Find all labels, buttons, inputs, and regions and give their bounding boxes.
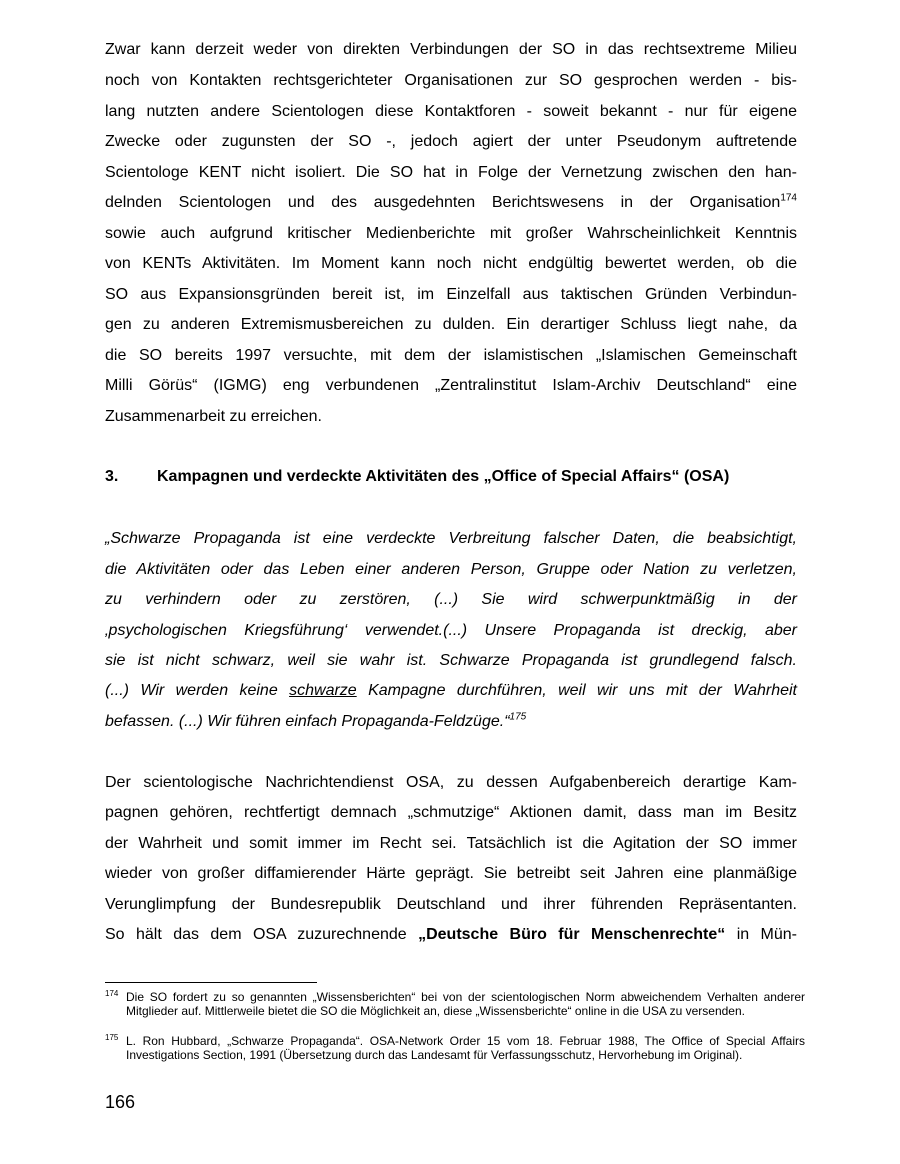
- text-segment: befassen. (...) Wir führen einfach Propaganda-Feldzüge.“: [105, 713, 510, 730]
- text-line: noch von Kontakten rechtsgerichteter Organisationen zur SO gesprochen werden - bis-: [105, 72, 797, 89]
- footnote-number: 175: [105, 1033, 119, 1042]
- text-line: Zusammenarbeit zu erreichen.: [105, 408, 322, 425]
- footnote-text: L. Ron Hubbard, „Schwarze Propaganda“. OSA-Network Order 15 vom 18. Februar 1988, The Office of Special Affairs Investigations Section, 1991 (Übersetzung durch das Landesamt für Verfassungsschutz, Hervorhebung im Original).: [126, 1034, 805, 1062]
- footnote-text: Die SO fordert zu so genannten „Wissensberichten“ bei von der scientologischen Norm abweichendem Verhalten anderer Mitglieder auf. Mittlerweile bietet die SO die Möglichkeit an, diese „Wissensberichte“ online in die USA zu versenden.: [126, 990, 805, 1018]
- text-line: Scientologe KENT nicht isoliert. Die SO hat in Folge der Vernetzung zwischen den han-: [105, 164, 797, 181]
- footnote-divider: [105, 982, 317, 983]
- footnote-175: [105, 1034, 805, 1062]
- quote-line: ‚psychologischen Kriegsführung‘ verwendet.(...) Unsere Propaganda ist dreckig, aber: [105, 622, 797, 639]
- section-title: Kampagnen und verdeckte Aktivitäten des „Office of Special Affairs“ (OSA): [157, 468, 730, 485]
- text-line: Verunglimpfung der Bundesrepublik Deutschland und ihrer führenden Repräsentanten.: [105, 896, 797, 913]
- text-line: Zwar kann derzeit weder von direkten Verbindungen der SO in das rechtsextreme Milieu: [105, 41, 797, 58]
- footnote-ref-174[interactable]: 174: [780, 192, 797, 204]
- section-number: 3.: [105, 468, 119, 485]
- text-line: Milli Görüs“ (IGMG) eng verbundenen „Zentralinstitut Islam-Archiv Deutschland“ eine: [105, 377, 797, 394]
- text-segment: delnden Scientologen und des ausgedehnten Berichtswesens in der Organisation: [105, 194, 781, 211]
- quote-line: [105, 712, 797, 732]
- organization-name: „Deutsche Büro für Menschenrechte“: [418, 926, 726, 943]
- text-line: SO aus Expansionsgründen bereit ist, im Einzelfall aus taktischen Gründen Verbindun-: [105, 286, 797, 303]
- text-segment: in Mün-: [725, 926, 798, 943]
- quote-line: die Aktivitäten oder das Leben einer anderen Person, Gruppe oder Nation zu verletzen,: [105, 561, 797, 578]
- text-line: wieder von großer diffamierender Härte geprägt. Sie betreibt seit Jahren eine planmäßige: [105, 865, 797, 882]
- text-line: Der scientologische Nachrichtendienst OSA, zu dessen Aufgabenbereich derartige Kam-: [105, 774, 797, 791]
- page-number: 166: [105, 1092, 136, 1112]
- text-line: pagnen gehören, rechtfertigt demnach „schmutzige“ Aktionen damit, dass man im Besitz: [105, 804, 797, 821]
- text-segment: (...) Wir werden keine: [105, 682, 290, 699]
- quote-line: zu verhindern oder zu zerstören, (...) Sie wird schwerpunktmäßig in der: [105, 591, 797, 608]
- emphasized-word: schwarze: [289, 682, 357, 699]
- footnote-ref-175[interactable]: 175: [509, 711, 527, 723]
- text-line: Zwecke oder zugunsten der SO -, jedoch agiert der unter Pseudonym auftretende: [105, 133, 797, 150]
- quote-line: [105, 681, 797, 701]
- text-line: [105, 193, 797, 213]
- text-segment: Kampagne durchführen, weil wir uns mit der Wahrheit: [356, 682, 797, 699]
- text-line: die SO bereits 1997 versuchte, mit dem der islamistischen „Islamischen Gemeinschaft: [105, 347, 797, 364]
- text-line: von KENTs Aktivitäten. Im Moment kann noch nicht endgültig bewertet werden, ob die: [105, 255, 797, 272]
- text-line: lang nutzten andere Scientologen diese Kontaktforen - soweit bekannt - nur für eigene: [105, 103, 797, 120]
- text-line: gen zu anderen Extremismusbereichen zu dulden. Ein derartiger Schluss liegt nahe, da: [105, 316, 797, 333]
- section-heading: [105, 468, 729, 486]
- text-line: [105, 925, 797, 945]
- text-line: sowie auch aufgrund kritischer Medienberichte mit großer Wahrscheinlichkeit Kenntnis: [105, 225, 797, 242]
- quote-line: „Schwarze Propaganda ist eine verdeckte Verbreitung falscher Daten, die beabsichtigt,: [105, 530, 797, 547]
- text-segment: So hält das dem OSA zuzurechnende: [105, 926, 419, 943]
- text-line: der Wahrheit und somit immer im Recht sei. Tatsächlich ist die Agitation der SO immer: [105, 835, 797, 852]
- footnote-number: 174: [105, 989, 119, 998]
- footnote-174: [105, 990, 805, 1018]
- quote-line: sie ist nicht schwarz, weil sie wahr ist. Schwarze Propaganda ist grundlegend falsch.: [105, 652, 797, 669]
